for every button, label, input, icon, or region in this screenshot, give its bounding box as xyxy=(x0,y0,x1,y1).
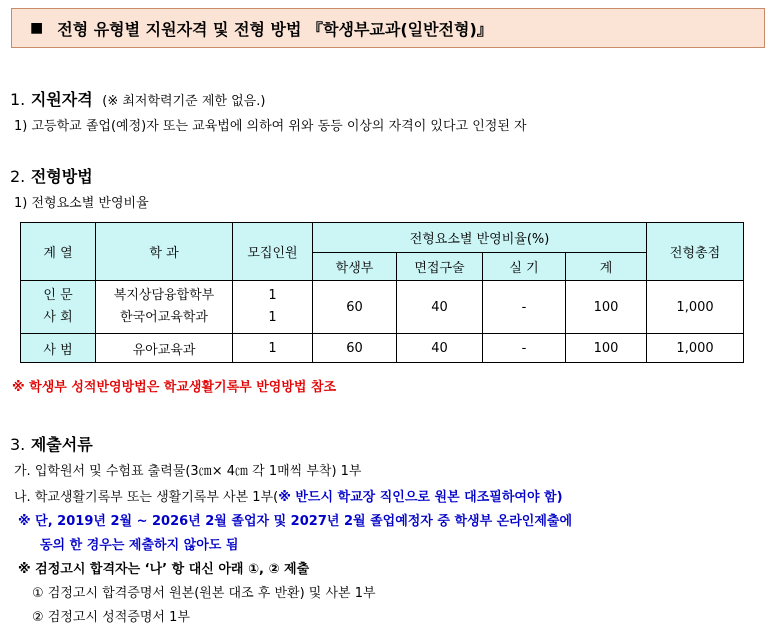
header-interview: 면접구술 xyxy=(397,253,483,281)
section2-note: ※ 학생부 성적반영방법은 학교생활기록부 반영방법 참조 xyxy=(12,380,337,395)
cell-series: 인 문 사 회 xyxy=(21,281,96,334)
cell-interview: 40 xyxy=(397,281,483,334)
header-sum: 계 xyxy=(566,253,647,281)
section3-sub2: ② 검정고시 성적증명서 1부 xyxy=(32,610,190,625)
cell-sum: 100 xyxy=(566,334,647,363)
cell-practical: - xyxy=(483,281,566,334)
section3-item-a: 가. 입학원서 및 수험표 출력물(3㎝× 4㎝ 각 1매씩 부착) 1부 xyxy=(14,464,362,479)
header-practical: 실 기 xyxy=(483,253,566,281)
section3-sub1: ① 검정고시 합격증명서 원본(원본 대조 후 반환) 및 사본 1부 xyxy=(32,586,376,601)
table-header-row xyxy=(21,223,744,253)
section1-heading: 1. 지원자격 (※ 최저학력기준 제한 없음.) xyxy=(10,90,266,109)
table-row xyxy=(21,334,744,363)
cell-sum: 100 xyxy=(566,281,647,334)
selection-ratio-table xyxy=(20,222,744,363)
section3-heading: 3. 제출서류 xyxy=(10,435,93,454)
section1-note: (※ 최저학력기준 제한 없음.) xyxy=(102,94,266,109)
cell-interview: 40 xyxy=(397,334,483,363)
section2-sub: 1) 전형요소별 반영비율 xyxy=(14,196,149,211)
header-ratio: 전형요소별 반영비율(%) xyxy=(313,223,647,253)
section3-note1-line2: 동의 한 경우는 제출하지 않아도 됨 xyxy=(40,538,239,553)
cell-quota: 1 1 xyxy=(233,281,313,334)
section1-item: 1) 고등학교 졸업(예정)자 또는 교육법에 의하여 위와 동등 이상의 자격이 있다고 인정된 자 xyxy=(14,119,527,134)
header-quota: 모집인원 xyxy=(233,223,313,281)
section2-heading: 2. 전형방법 xyxy=(10,167,93,186)
cell-series: 사 범 xyxy=(21,334,96,363)
cell-total: 1,000 xyxy=(647,281,744,334)
table-row xyxy=(21,281,744,334)
section3-note2: ※ 검정고시 합격자는 ‘나’ 항 대신 아래 ①, ② 제출 xyxy=(18,562,310,577)
cell-total: 1,000 xyxy=(647,334,744,363)
header-total-score: 전형총점 xyxy=(647,223,744,281)
section-header xyxy=(11,8,765,48)
header-title: 전형 유형별 지원자격 및 전형 방법 『학생부교과(일반전형)』 xyxy=(57,19,493,39)
section3-note1-line1: ※ 단, 2019년 2월 ~ 2026년 2월 졸업자 및 2027년 2월 졸업예정자 중 학생부 온라인제출에 xyxy=(18,514,573,529)
section3-item-b: 나. 학교생활기록부 또는 생활기록부 사본 1부(※ 반드시 학교장 직인으로 원본 대조필하여야 함) xyxy=(14,490,563,505)
header-series: 계 열 xyxy=(21,223,96,281)
header-record: 학생부 xyxy=(313,253,397,281)
cell-quota: 1 xyxy=(233,334,313,363)
cell-practical: - xyxy=(483,334,566,363)
header-dept: 학 과 xyxy=(96,223,233,281)
cell-record: 60 xyxy=(313,334,397,363)
cell-dept: 복지상담융합학부 한국어교육학과 xyxy=(96,281,233,334)
cell-dept: 유아교육과 xyxy=(96,334,233,363)
square-bullet-icon: ■ xyxy=(30,20,44,36)
cell-record: 60 xyxy=(313,281,397,334)
